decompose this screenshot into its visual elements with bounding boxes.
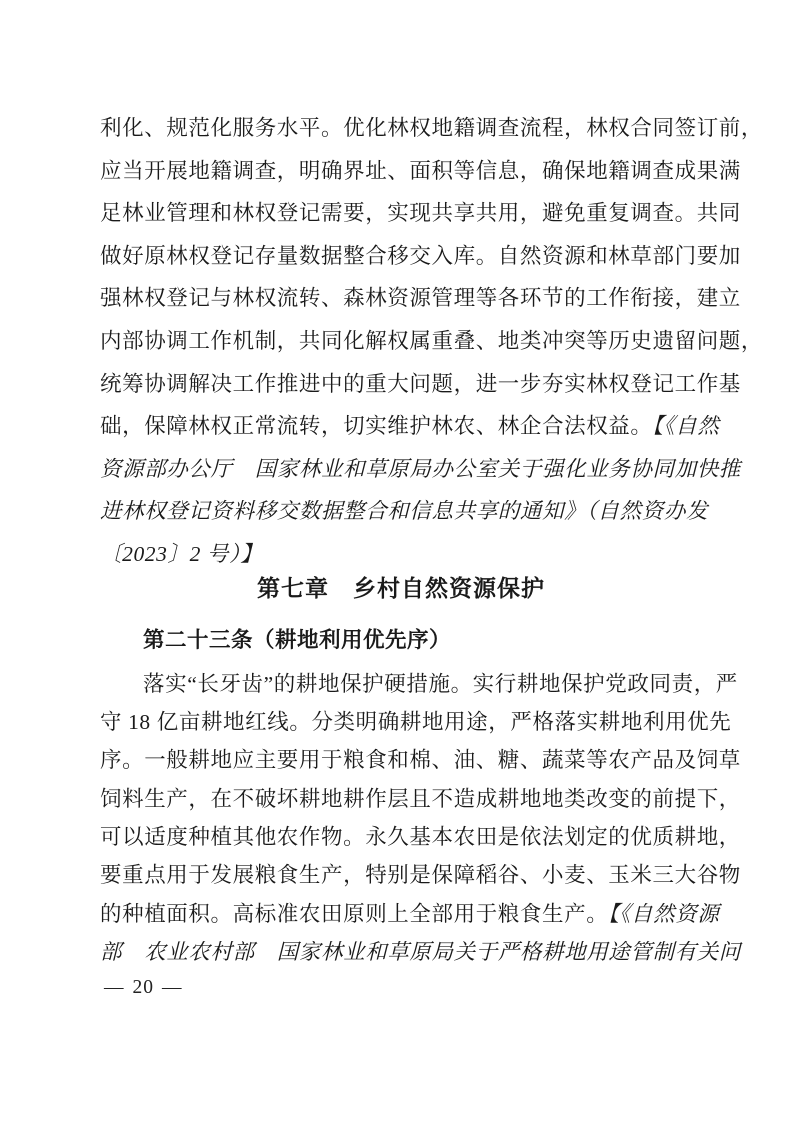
- body-text: 可以适度种植其他农作物。永久基本农田是依法划定的优质耕地，: [100, 825, 741, 850]
- body-line: [100, 856, 741, 894]
- paragraph-forest-rights: [100, 107, 764, 576]
- body-line: [100, 780, 741, 818]
- body-text: 足林业管理和林权登记需要，实现共享共用，避免重复调查。共同: [100, 201, 741, 226]
- chapter-heading: 第七章 乡村自然资源保护: [257, 575, 545, 601]
- body-line: [100, 933, 741, 971]
- body-text: 础，保障林权正常流转，切实维护林农、林企合法权益。: [100, 414, 653, 439]
- body-line: [100, 150, 741, 193]
- footer-dash-left: —: [104, 977, 125, 998]
- body-text: 内部协调工作机制，共同化解权属重叠、地类冲突等历史遗留问题，: [100, 328, 764, 353]
- body-line: [100, 320, 764, 363]
- body-line: [100, 665, 738, 703]
- citation-text: 【《自然: [652, 414, 720, 439]
- body-line: [100, 818, 741, 856]
- body-text: 落实“长牙齿”的耕地保护硬措施。实行耕地保护党政同责，严: [143, 671, 738, 696]
- body-line: [100, 703, 732, 741]
- citation-text: 〔2023〕2 号）】: [100, 541, 263, 566]
- body-text: 统筹协调解决工作推进中的重大问题，进一步夯实林权登记工作基: [100, 371, 741, 396]
- body-line: [100, 533, 702, 576]
- body-line: [100, 741, 741, 779]
- article-heading: 第二十三条（耕地利用优先序）: [143, 627, 452, 652]
- body-text: 序。一般耕地应主要用于粮食和棉、油、糖、蔬菜等农产品及饲草: [100, 748, 741, 773]
- body-text: 的种植面积。高标准农田原则上全部用于粮食生产。: [100, 901, 609, 926]
- citation-text: 【《自然资源: [608, 901, 720, 926]
- body-text: 守 18 亿亩耕地红线。分类明确耕地用途，严格落实耕地利用优先: [100, 709, 732, 734]
- body-text: 利化、规范化服务水平。优化林权地籍调查流程，林权合同签订前，: [100, 116, 764, 140]
- body-text: 饲料生产，在不破坏耕地耕作层且不造成耕地地类改变的前提下，: [100, 786, 741, 811]
- body-line: [100, 490, 709, 533]
- footer-dash-right: —: [162, 977, 183, 998]
- page-number: 20: [132, 977, 154, 998]
- citation-text: 进林权登记资料移交数据整合和信息共享的通知》（自然资办发: [100, 499, 709, 524]
- body-line: [100, 363, 741, 406]
- page-content: [100, 107, 764, 972]
- body-text: 要重点用于发展粮食生产，特别是保障稻谷、小麦、玉米三大谷物: [100, 863, 741, 888]
- paragraph-farmland-priority: [100, 665, 741, 972]
- body-line: [100, 895, 720, 933]
- body-text: 做好原林权登记存量数据整合移交入库。自然资源和林草部门要加: [100, 243, 741, 268]
- body-text: 强林权登记与林权流转、森林资源管理等各环节的工作衔接，建立: [100, 286, 741, 311]
- body-line: [100, 277, 741, 320]
- body-line: [100, 192, 741, 235]
- citation-text: 资源部办公厅 国家林业和草原局办公室关于强化业务协同加快推: [100, 456, 741, 481]
- body-line: [100, 405, 720, 448]
- citation-text: 部 农业农村部 国家林业和草原局关于严格耕地用途管制有关问: [100, 940, 741, 965]
- body-line: [100, 235, 741, 278]
- body-line: [100, 107, 764, 150]
- page-footer: [100, 973, 187, 1003]
- body-line: [100, 448, 741, 491]
- body-text: 应当开展地籍调查，明确界址、面积等信息，确保地籍调查成果满: [100, 158, 741, 183]
